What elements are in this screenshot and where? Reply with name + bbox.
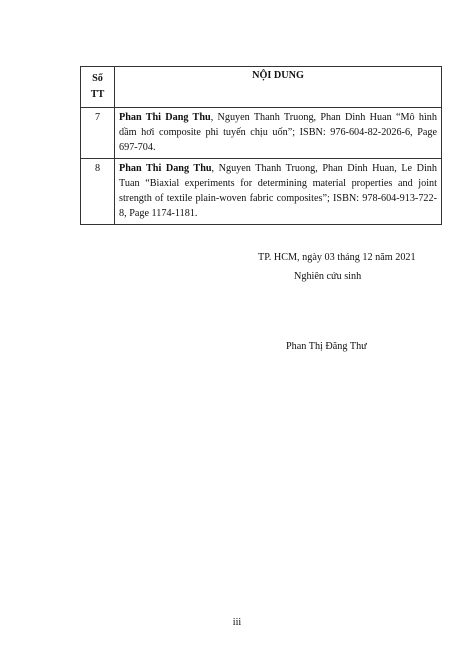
citation-text: , Nguyen Thanh Truong, Phan Dinh Huan, Le Dinh Tuan “Biaxial experiments for determining material properties and joint strength of textile plain-woven fabric composites”; ISBN: 978-604-913-722-8, Page 1174-1181.: [119, 163, 437, 219]
row-content: [115, 108, 442, 159]
header-no-line1: Số: [92, 73, 103, 84]
row-content: [115, 159, 442, 225]
signature-name: Phan Thị Đăng Thư: [286, 341, 367, 352]
signature-date: TP. HCM, ngày 03 tháng 12 năm 2021: [258, 252, 416, 263]
row-number: 7: [81, 108, 115, 159]
publications-table: [80, 66, 442, 225]
header-content: NỘI DUNG: [115, 67, 442, 108]
citation-text: , Nguyen Thanh Truong, Phan Dinh Huan “Mô hình dầm hơi composite phi tuyến chịu uốn”; ISBN: 976-604-82-2026-6, Page 697-704.: [119, 112, 437, 153]
table-row: [81, 108, 442, 159]
row-number: 8: [81, 159, 115, 225]
page-number: iii: [232, 617, 242, 628]
table-header-row: [81, 67, 442, 108]
header-no: [81, 67, 115, 108]
bold-author: Phan Thi Dang Thu: [119, 112, 211, 123]
header-no-line2: TT: [90, 89, 105, 100]
signature-role: Nghiên cứu sinh: [294, 271, 362, 282]
bold-author: Phan Thi Dang Thu: [119, 163, 212, 174]
table-row: [81, 159, 442, 225]
